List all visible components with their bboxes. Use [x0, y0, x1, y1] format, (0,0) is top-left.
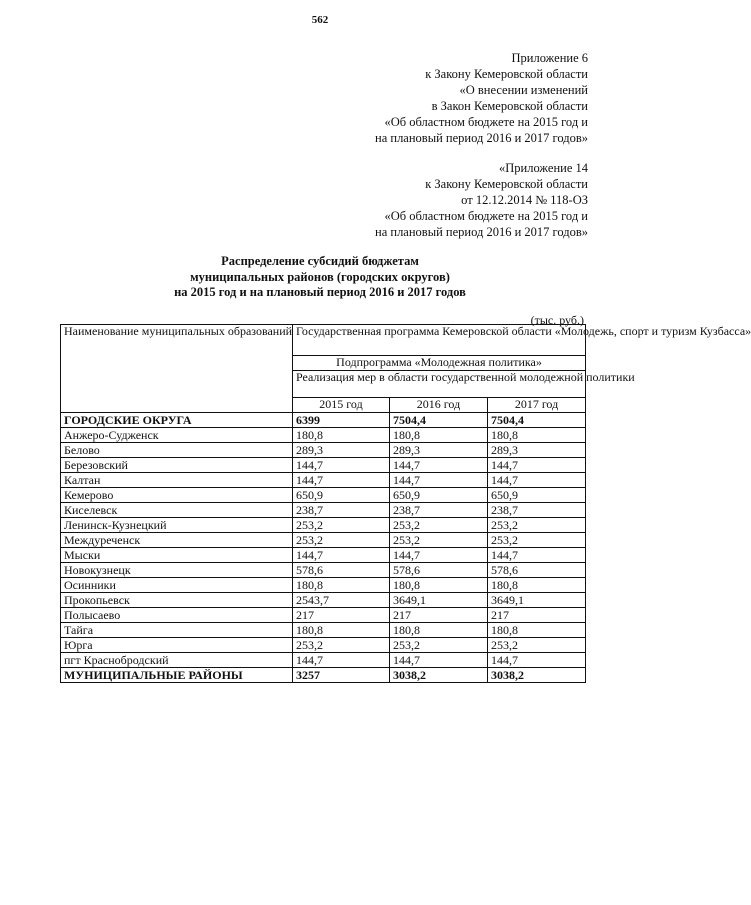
value-2017-cell: 238,7 [488, 503, 586, 518]
subprogram-header: Подпрограмма «Молодежная политика» [293, 356, 586, 371]
table-row [61, 518, 586, 533]
value-2016-cell: 180,8 [390, 428, 488, 443]
municipality-name-cell: МУНИЦИПАЛЬНЫЕ РАЙОНЫ [61, 668, 293, 683]
appendix-6-header [375, 50, 588, 146]
table-row [61, 638, 586, 653]
municipality-name-cell: ГОРОДСКИЕ ОКРУГА [61, 413, 293, 428]
municipality-name-cell: Анжеро-Судженск [61, 428, 293, 443]
table-row [61, 608, 586, 623]
municipality-name-cell: Полысаево [61, 608, 293, 623]
title-line: Распределение субсидий бюджетам [221, 254, 419, 268]
name-column-header: Наименование муниципальных образований [61, 325, 293, 413]
value-2016-cell: 3649,1 [390, 593, 488, 608]
value-2016-cell: 253,2 [390, 638, 488, 653]
value-2017-cell: 144,7 [488, 473, 586, 488]
value-2016-cell: 289,3 [390, 443, 488, 458]
table-body [61, 413, 586, 683]
value-2017-cell: 289,3 [488, 443, 586, 458]
value-2017-cell: 253,2 [488, 533, 586, 548]
year-header: 2016 год [390, 398, 488, 413]
table-row [61, 503, 586, 518]
appendix-14-line: «Приложение 14 [499, 161, 588, 175]
municipality-name-cell: Новокузнецк [61, 563, 293, 578]
value-2016-cell: 144,7 [390, 653, 488, 668]
value-2016-cell: 253,2 [390, 518, 488, 533]
unit-label: (тыс. руб.) [530, 313, 584, 327]
appendix-6-line: на плановый период 2016 и 2017 годов» [375, 131, 588, 145]
value-2015-cell: 253,2 [293, 533, 390, 548]
value-2017-cell: 3649,1 [488, 593, 586, 608]
value-2015-cell: 578,6 [293, 563, 390, 578]
value-2016-cell: 144,7 [390, 473, 488, 488]
table-row [61, 413, 586, 428]
value-2015-cell: 180,8 [293, 623, 390, 638]
value-2015-cell: 144,7 [293, 473, 390, 488]
program-header: Государственная программа Кемеровской области «Молодежь, спорт и туризм Кузбасса» [293, 325, 586, 356]
value-2015-cell: 238,7 [293, 503, 390, 518]
table-row [61, 533, 586, 548]
value-2015-cell: 144,7 [293, 653, 390, 668]
value-2017-cell: 180,8 [488, 623, 586, 638]
page-number: 562 [311, 14, 329, 26]
value-2016-cell: 217 [390, 608, 488, 623]
title-line: на 2015 год и на плановый период 2016 и 2017 годов [174, 285, 466, 299]
value-2017-cell: 217 [488, 608, 586, 623]
value-2017-cell: 180,8 [488, 578, 586, 593]
municipality-name-cell: Мыски [61, 548, 293, 563]
appendix-6-line: в Закон Кемеровской области [431, 99, 588, 113]
municipality-name-cell: Киселевск [61, 503, 293, 518]
municipality-name-cell: пгт Краснобродский [61, 653, 293, 668]
value-2016-cell: 180,8 [390, 578, 488, 593]
value-2015-cell: 6399 [293, 413, 390, 428]
measure-header: Реализация мер в области государственной молодежной политики [293, 371, 586, 398]
table-row [61, 563, 586, 578]
municipality-name-cell: Березовский [61, 458, 293, 473]
value-2015-cell: 180,8 [293, 578, 390, 593]
municipality-name-cell: Прокопьевск [61, 593, 293, 608]
municipality-name-cell: Юрга [61, 638, 293, 653]
subsidy-table [60, 324, 751, 683]
value-2015-cell: 144,7 [293, 548, 390, 563]
value-2016-cell: 144,7 [390, 548, 488, 563]
value-2015-cell: 2543,7 [293, 593, 390, 608]
appendix-14-line: к Закону Кемеровской области [425, 177, 588, 191]
value-2017-cell: 180,8 [488, 428, 586, 443]
value-2015-cell: 650,9 [293, 488, 390, 503]
table-row [61, 488, 586, 503]
appendix-14-line: на плановый период 2016 и 2017 годов» [375, 225, 588, 239]
title-line: муниципальных районов (городских округов) [190, 269, 450, 284]
municipality-name-cell: Кемерово [61, 488, 293, 503]
value-2015-cell: 289,3 [293, 443, 390, 458]
table-row [61, 578, 586, 593]
value-2017-cell: 144,7 [488, 653, 586, 668]
municipality-name-cell: Белово [61, 443, 293, 458]
value-2016-cell: 7504,4 [390, 413, 488, 428]
table-row [61, 653, 586, 668]
appendix-14-line: от 12.12.2014 № 118-ОЗ [461, 193, 588, 207]
appendix-6-line: к Закону Кемеровской области [425, 67, 588, 81]
value-2016-cell: 578,6 [390, 563, 488, 578]
value-2016-cell: 180,8 [390, 623, 488, 638]
appendix-14-line: «Об областном бюджете на 2015 год и [384, 209, 588, 223]
appendix-6-line: Приложение 6 [511, 51, 588, 65]
appendix-6-line: «Об областном бюджете на 2015 год и [384, 115, 588, 129]
municipality-name-cell: Ленинск-Кузнецкий [61, 518, 293, 533]
value-2016-cell: 238,7 [390, 503, 488, 518]
value-2016-cell: 144,7 [390, 458, 488, 473]
table-row [61, 443, 586, 458]
municipality-name-cell: Тайга [61, 623, 293, 638]
value-2015-cell: 253,2 [293, 518, 390, 533]
value-2017-cell: 650,9 [488, 488, 586, 503]
municipality-name-cell: Осинники [61, 578, 293, 593]
value-2016-cell: 253,2 [390, 533, 488, 548]
appendix-14-header [375, 160, 588, 240]
value-2015-cell: 217 [293, 608, 390, 623]
value-2015-cell: 144,7 [293, 458, 390, 473]
table-row [61, 428, 586, 443]
value-2016-cell: 650,9 [390, 488, 488, 503]
table-row [61, 458, 586, 473]
value-2016-cell: 3038,2 [390, 668, 488, 683]
document-title [0, 254, 640, 301]
value-2017-cell: 144,7 [488, 458, 586, 473]
value-2017-cell: 578,6 [488, 563, 586, 578]
value-2017-cell: 3038,2 [488, 668, 586, 683]
value-2015-cell: 3257 [293, 668, 390, 683]
value-2017-cell: 253,2 [488, 638, 586, 653]
table-row [61, 593, 586, 608]
value-2017-cell: 253,2 [488, 518, 586, 533]
year-header: 2015 год [293, 398, 390, 413]
value-2015-cell: 180,8 [293, 428, 390, 443]
year-header: 2017 год [488, 398, 586, 413]
appendix-6-line: «О внесении изменений [459, 83, 588, 97]
value-2017-cell: 7504,4 [488, 413, 586, 428]
municipality-name-cell: Калтан [61, 473, 293, 488]
table-row [61, 548, 586, 563]
municipality-name-cell: Междуреченск [61, 533, 293, 548]
table-row [61, 623, 586, 638]
value-2017-cell: 144,7 [488, 548, 586, 563]
value-2015-cell: 253,2 [293, 638, 390, 653]
table-row [61, 668, 586, 683]
table-row [61, 473, 586, 488]
